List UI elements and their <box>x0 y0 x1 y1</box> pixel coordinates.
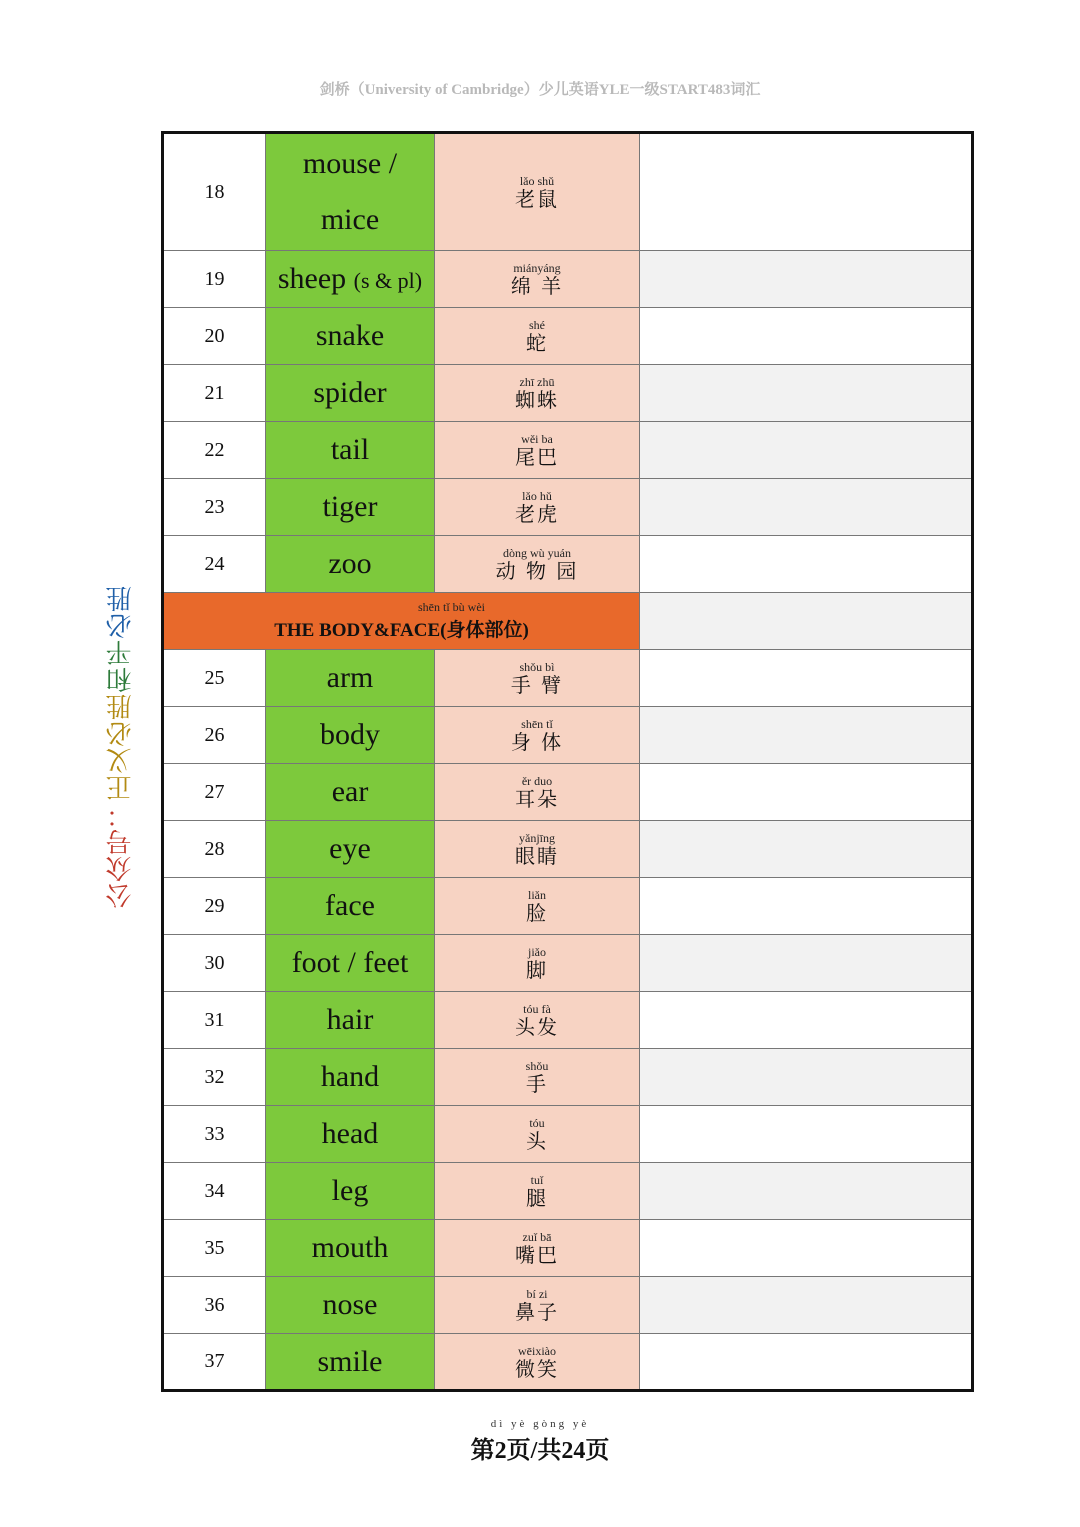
table-row <box>163 1334 973 1391</box>
row-number: 33 <box>163 1106 266 1163</box>
pinyin: lǎo hǔ <box>522 489 552 503</box>
english-word: tail <box>266 422 435 479</box>
row-number: 30 <box>163 935 266 992</box>
row-number: 31 <box>163 992 266 1049</box>
hanzi: 脸 <box>526 901 548 925</box>
page-footer <box>0 1418 1080 1465</box>
footer-pinyin: dì yè gòng yè <box>490 1418 590 1430</box>
table-row <box>163 1106 973 1163</box>
pinyin: liǎn <box>528 888 546 902</box>
chinese-meaning <box>435 251 640 308</box>
table-row <box>163 1220 973 1277</box>
row-number: 32 <box>163 1049 266 1106</box>
hanzi: 耳朵 <box>515 787 559 811</box>
row-number: 26 <box>163 707 266 764</box>
blank-cell <box>640 935 973 992</box>
table-row <box>163 479 973 536</box>
table-row <box>163 707 973 764</box>
english-word: ear <box>266 764 435 821</box>
english-word-note: (s & pl) <box>353 268 423 293</box>
table-row <box>163 935 973 992</box>
row-number: 29 <box>163 878 266 935</box>
hanzi: 微笑 <box>515 1356 559 1381</box>
blank-cell <box>640 1106 973 1163</box>
row-number: 19 <box>163 251 266 308</box>
hanzi: 头发 <box>515 1015 559 1039</box>
pinyin: zhī zhū <box>519 375 555 389</box>
english-word: eye <box>266 821 435 878</box>
pinyin: wěi ba <box>521 432 553 446</box>
table-row <box>163 133 973 251</box>
blank-cell <box>640 479 973 536</box>
hanzi: 鼻子 <box>515 1300 559 1324</box>
pinyin: tóu <box>529 1116 545 1130</box>
pinyin: bí zi <box>526 1287 548 1301</box>
chinese-meaning <box>435 1334 640 1391</box>
chinese-meaning <box>435 764 640 821</box>
table-row <box>163 1049 973 1106</box>
row-number: 25 <box>163 650 266 707</box>
hanzi: 腿 <box>526 1186 548 1210</box>
table-row <box>163 992 973 1049</box>
section-header-row <box>163 593 973 650</box>
chinese-meaning <box>435 707 640 764</box>
row-number: 22 <box>163 422 266 479</box>
chinese-meaning <box>435 992 640 1049</box>
english-word: hair <box>266 992 435 1049</box>
chinese-meaning <box>435 1106 640 1163</box>
table-row <box>163 251 973 308</box>
blank-cell <box>640 1220 973 1277</box>
english-word: hand <box>266 1049 435 1106</box>
blank-cell <box>640 1277 973 1334</box>
hanzi: 手 臂 <box>510 673 564 697</box>
table-row <box>163 365 973 422</box>
english-word: spider <box>266 365 435 422</box>
row-number: 20 <box>163 308 266 365</box>
hanzi: 头 <box>526 1129 548 1153</box>
chinese-meaning <box>435 935 640 992</box>
chinese-meaning <box>435 308 640 365</box>
english-word <box>266 133 435 251</box>
page-header: 剑桥（University of Cambridge）少儿英语YLE一级START483词汇 <box>319 82 761 98</box>
chinese-meaning <box>435 650 640 707</box>
blank-cell <box>640 133 973 251</box>
pinyin: ěr duo <box>521 774 553 788</box>
blank-cell <box>640 365 973 422</box>
row-number: 23 <box>163 479 266 536</box>
pinyin: shǒu <box>525 1059 549 1073</box>
section-title-cell <box>163 593 640 650</box>
chinese-meaning <box>435 1277 640 1334</box>
page-number: 第2页/共24页 <box>470 1438 610 1464</box>
blank-cell <box>640 707 973 764</box>
blank-cell <box>640 593 973 650</box>
row-number: 27 <box>163 764 266 821</box>
blank-cell <box>640 308 973 365</box>
blank-cell <box>640 821 973 878</box>
table-row <box>163 650 973 707</box>
table-row <box>163 764 973 821</box>
table-row <box>163 308 973 365</box>
row-number: 21 <box>163 365 266 422</box>
chinese-meaning <box>435 365 640 422</box>
pinyin: tuǐ <box>530 1173 544 1187</box>
pinyin: wēixiào <box>518 1343 556 1358</box>
pinyin: shé <box>529 318 545 332</box>
blank-cell <box>640 1334 973 1391</box>
blank-cell <box>640 422 973 479</box>
table-row <box>163 1277 973 1334</box>
english-word: tiger <box>266 479 435 536</box>
english-word: foot / feet <box>266 935 435 992</box>
blank-cell <box>640 878 973 935</box>
side-text-part3: 和平 <box>106 639 136 693</box>
chinese-meaning <box>435 479 640 536</box>
hanzi: 嘴巴 <box>515 1243 559 1267</box>
table-row <box>163 821 973 878</box>
english-word: body <box>266 707 435 764</box>
pinyin: shǒu bì <box>519 660 555 674</box>
side-watermark <box>103 572 139 922</box>
pinyin: dòng wù yuán <box>503 546 571 560</box>
chinese-meaning <box>435 1049 640 1106</box>
english-word: head <box>266 1106 435 1163</box>
blank-cell <box>640 536 973 593</box>
chinese-meaning <box>435 1163 640 1220</box>
english-word: leg <box>266 1163 435 1220</box>
chinese-meaning <box>435 422 640 479</box>
english-word: face <box>266 878 435 935</box>
row-number: 28 <box>163 821 266 878</box>
blank-cell <box>640 764 973 821</box>
side-text-part2: 正义必胜 <box>106 693 136 801</box>
hanzi: 动 物 园 <box>495 559 579 583</box>
side-text-part1: 公众号： <box>106 801 136 909</box>
english-word: snake <box>266 308 435 365</box>
blank-cell <box>640 1163 973 1220</box>
row-number: 34 <box>163 1163 266 1220</box>
blank-cell <box>640 1049 973 1106</box>
row-number: 37 <box>163 1334 266 1391</box>
blank-cell <box>640 650 973 707</box>
blank-cell <box>640 251 973 308</box>
pinyin: jiǎo <box>528 945 546 959</box>
side-text-part4: 必胜 <box>106 585 136 639</box>
pinyin: zuǐ bā <box>522 1230 552 1244</box>
row-number: 35 <box>163 1220 266 1277</box>
hanzi: 手 <box>526 1072 548 1096</box>
english-word: smile <box>266 1334 435 1391</box>
table-row <box>163 1163 973 1220</box>
chinese-meaning <box>435 536 640 593</box>
chinese-meaning <box>435 1220 640 1277</box>
pinyin: miányáng <box>513 261 561 275</box>
chinese-meaning <box>435 878 640 935</box>
hanzi: 尾巴 <box>515 445 559 469</box>
row-number: 24 <box>163 536 266 593</box>
english-word: mouth <box>266 1220 435 1277</box>
hanzi: 蛇 <box>526 331 548 355</box>
row-number: 36 <box>163 1277 266 1334</box>
hanzi: 老虎 <box>515 502 559 526</box>
vocabulary-table <box>161 131 974 1392</box>
section-title: THE BODY&FACE(身体部位) <box>274 620 529 641</box>
table-row <box>163 536 973 593</box>
pinyin: yǎnjīng <box>519 831 555 845</box>
hanzi: 老鼠 <box>515 187 559 211</box>
hanzi: 身 体 <box>510 730 564 754</box>
hanzi: 绵 羊 <box>510 274 564 298</box>
pinyin: shēn tǐ <box>521 717 553 731</box>
english-word: nose <box>266 1277 435 1334</box>
hanzi: 蜘蛛 <box>515 388 559 412</box>
blank-cell <box>640 992 973 1049</box>
english-word: arm <box>266 650 435 707</box>
section-pinyin: shēn tǐ bù wèi <box>418 600 485 614</box>
chinese-meaning <box>435 821 640 878</box>
english-word: zoo <box>266 536 435 593</box>
english-word-text: mouse / mice <box>302 147 398 236</box>
table-row <box>163 422 973 479</box>
row-number: 18 <box>163 133 266 251</box>
chinese-meaning <box>435 133 640 251</box>
pinyin: lǎo shǔ <box>519 174 555 188</box>
hanzi: 脚 <box>526 958 548 982</box>
pinyin: tóu fà <box>523 1002 551 1016</box>
hanzi: 眼睛 <box>515 844 559 868</box>
table-row <box>163 878 973 935</box>
english-word-text: sheep <box>277 262 347 295</box>
english-word <box>266 251 435 308</box>
